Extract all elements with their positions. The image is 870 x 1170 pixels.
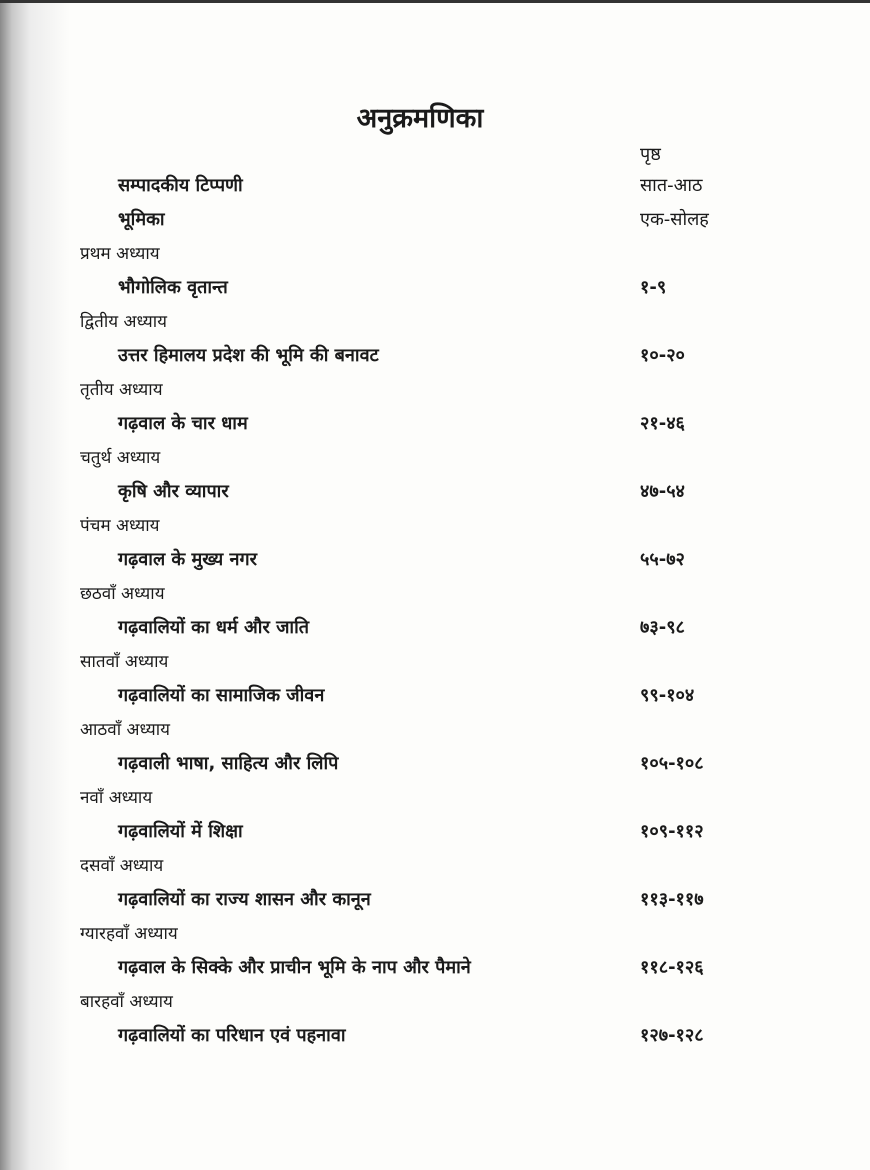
chapter-heading <box>0 580 870 614</box>
toc-entry <box>0 954 870 988</box>
chapter-label: बारहवाँ अध्याय <box>80 992 173 1012</box>
page-top-edge <box>0 0 870 3</box>
page-range: १०५-१०८ <box>640 753 704 774</box>
toc-entry <box>0 614 870 648</box>
entry-title: गढ़वाल के मुख्य नगर <box>118 549 257 570</box>
page-range: एक-सोलह <box>640 209 709 230</box>
chapter-heading <box>0 512 870 546</box>
toc-entry <box>0 206 870 240</box>
toc-entry <box>0 478 870 512</box>
toc-entry <box>0 750 870 784</box>
page-range: ११८-१२६ <box>640 957 704 978</box>
table-of-contents <box>0 172 870 1056</box>
page-range: ७३-९८ <box>640 617 685 638</box>
toc-entry <box>0 886 870 920</box>
chapter-label: छठवाँ अध्याय <box>80 584 165 604</box>
page-range: १०-२० <box>640 345 685 366</box>
entry-title: गढ़वालियों में शिक्षा <box>118 821 243 842</box>
entry-title: गढ़वालियों का सामाजिक जीवन <box>118 685 325 706</box>
page-range: ११३-११७ <box>640 889 704 910</box>
entry-title: गढ़वालियों का परिधान एवं पहनावा <box>118 1025 346 1046</box>
chapter-label: पंचम अध्याय <box>80 516 160 536</box>
chapter-heading <box>0 784 870 818</box>
chapter-heading <box>0 240 870 274</box>
toc-entry <box>0 682 870 716</box>
chapter-heading <box>0 308 870 342</box>
chapter-heading <box>0 444 870 478</box>
page-range: ५५-७२ <box>640 549 685 570</box>
entry-title: गढ़वाली भाषा, साहित्य और लिपि <box>118 753 339 774</box>
chapter-heading <box>0 920 870 954</box>
chapter-heading <box>0 988 870 1022</box>
page-range: २१-४६ <box>640 413 685 434</box>
chapter-heading <box>0 376 870 410</box>
page-range: ९९-१०४ <box>640 685 695 706</box>
page-title: अनुक्रमणिका <box>356 103 484 134</box>
page-range: ४७-५४ <box>640 481 685 502</box>
entry-title: भौगोलिक वृतान्त <box>118 277 228 298</box>
page-range: सात-आठ <box>640 175 703 196</box>
toc-entry <box>0 274 870 308</box>
chapter-label: ग्यारहवाँ अध्याय <box>80 924 178 944</box>
toc-entry <box>0 172 870 206</box>
chapter-heading <box>0 716 870 750</box>
entry-title: भूमिका <box>118 209 165 230</box>
toc-entry <box>0 546 870 580</box>
page-column-header: पृष्ठ <box>640 144 661 165</box>
entry-title: उत्तर हिमालय प्रदेश की भूमि की बनावट <box>118 345 379 366</box>
page-range: १२७-१२८ <box>640 1025 704 1046</box>
chapter-label: द्वितीय अध्याय <box>80 312 168 332</box>
chapter-label: दसवाँ अध्याय <box>80 856 164 876</box>
entry-title: सम्पादकीय टिप्पणी <box>118 175 243 196</box>
entry-title: कृषि और व्यापार <box>118 481 229 502</box>
toc-entry <box>0 818 870 852</box>
entry-title: गढ़वाल के चार धाम <box>118 413 248 434</box>
chapter-label: सातवाँ अध्याय <box>80 652 169 672</box>
chapter-heading <box>0 648 870 682</box>
entry-title: गढ़वालियों का राज्य शासन और कानून <box>118 889 371 910</box>
chapter-label: चतुर्थ अध्याय <box>80 448 161 468</box>
entry-title: गढ़वाल के सिक्के और प्राचीन भूमि के नाप और पैमाने <box>118 957 471 978</box>
chapter-label: आठवाँ अध्याय <box>80 720 171 740</box>
chapter-heading <box>0 852 870 886</box>
page-range: १-९ <box>640 277 667 298</box>
page-range: १०९-११२ <box>640 821 704 842</box>
entry-title: गढ़वालियों का धर्म और जाति <box>118 617 310 638</box>
chapter-label: तृतीय अध्याय <box>80 380 163 400</box>
toc-entry <box>0 1022 870 1056</box>
chapter-label: प्रथम अध्याय <box>80 244 160 264</box>
toc-entry <box>0 342 870 376</box>
toc-entry <box>0 410 870 444</box>
chapter-label: नवाँ अध्याय <box>80 788 153 808</box>
